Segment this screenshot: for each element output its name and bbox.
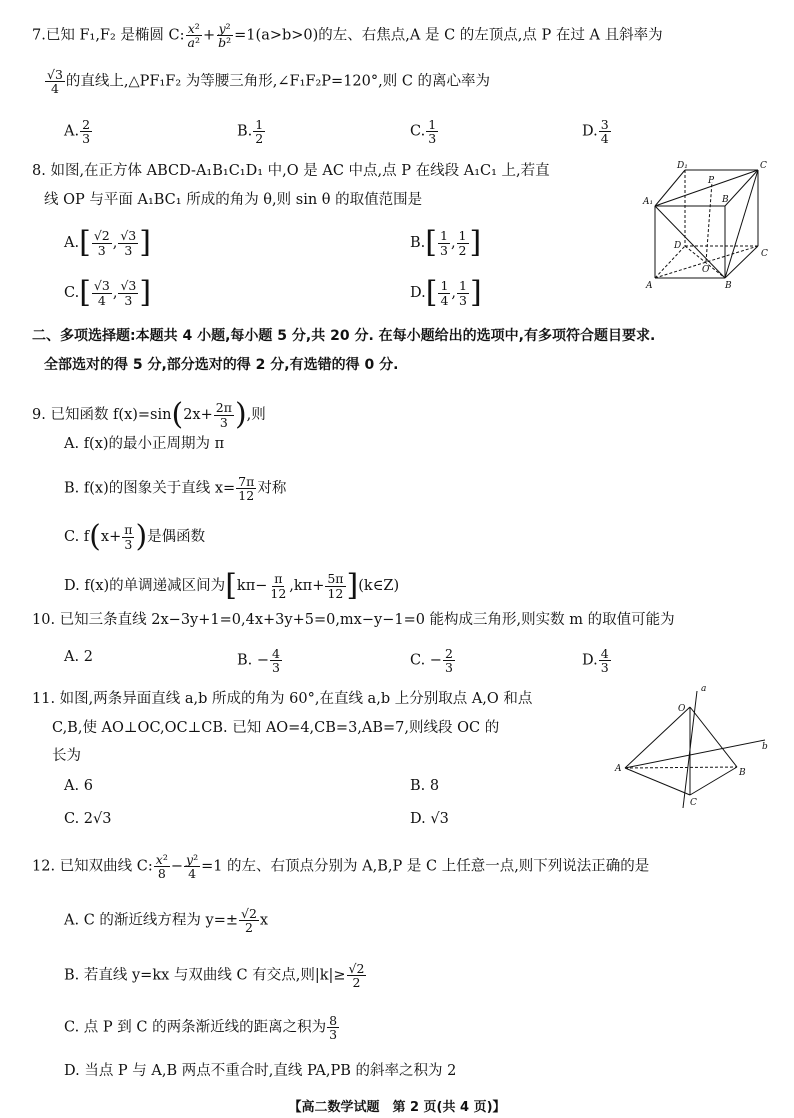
q9-option-d[interactable]: D. f(x)的单调递减区间为[kπ− $\frac{\pi}{12}$ ,kπ+ $\frac{5\pi}{12}$ ](k∈Z) <box>64 568 400 603</box>
q9-option-b[interactable]: B. f(x)的图象关于直线 x= $\frac{7\pi}{12}$ 对称 <box>64 474 287 504</box>
label-C: C <box>761 249 768 259</box>
label-b: b <box>762 742 768 752</box>
label-O: O <box>678 704 686 714</box>
ellipse-x-term: $\frac{\text{x²}}{\text{a²}}$ <box>187 21 200 51</box>
label-a: a <box>701 684 707 694</box>
label-B: B <box>739 768 746 778</box>
q8-stem-line1: 8. 如图,在正方体 ABCD-A₁B₁C₁D₁ 中,O 是 AC 中点,点 P 在线段 A₁C₁ 上,若直 <box>32 163 550 179</box>
q7-slope-fraction: $\frac{√3}{4}$ <box>47 67 63 97</box>
q7-option-d[interactable]: D. $\frac{3}{4}$ <box>582 117 609 147</box>
q7-option-c[interactable]: C. $\frac{1}{3}$ <box>410 117 437 147</box>
q9-option-c[interactable]: C. f(x+ $\frac{\pi}{3}$ )是偶函数 <box>64 519 206 554</box>
q7-option-b[interactable]: B. $\frac{1}{2}$ <box>237 117 264 147</box>
q8-stem-line2: 线 OP 与平面 A₁BC₁ 所成的角为 θ,则 sin θ 的取值范围是 <box>44 192 423 208</box>
q10-option-a[interactable]: A. 2 <box>64 649 93 665</box>
q9-option-a[interactable]: A. f(x)的最小正周期为 π <box>64 436 225 452</box>
q11-stem-line3: 长为 <box>52 748 81 764</box>
ellipse-y-term: $\frac{\text{y²}}{\text{b²}}$ <box>218 21 232 51</box>
section2-heading-line1: 二、多项选择题:本题共 4 小题,每小题 5 分,共 20 分. 在每小题给出的选项中,有多项符合题目要求. <box>32 328 656 344</box>
label-B1: B <box>722 195 729 205</box>
label-P: P <box>708 176 715 186</box>
q7-stem-line2: $\frac{√3}{4}$ 的直线上,△PF₁F₂ 为等腰三角形,∠F₁F₂P=120°,则 C 的离心率为 <box>47 67 491 97</box>
q8-option-a[interactable]: A.[ $\frac{√2}{3}$ , $\frac{√3}{3}$ ] <box>64 225 151 260</box>
label-C1: C <box>760 161 767 171</box>
q11-stem-line2: C,B,使 AO⊥OC,OC⊥CB. 已知 AO=4,CB=3,AB=7,则线段 OC 的 <box>52 720 500 736</box>
q9-stem: 9. 已知函数 f(x)=sin(2x+ $\frac{2\pi}{3}$ ),则 <box>32 397 266 432</box>
q10-option-c[interactable]: C. − $\frac{2}{3}$ <box>410 646 453 676</box>
q8-option-b[interactable]: B.[ $\frac{1}{3}$ , $\frac{1}{2}$ ] <box>410 225 482 260</box>
q12-option-b[interactable]: B. 若直线 y=kx 与双曲线 C 有交点,则|k|≥ $\frac{√2}{2}$ <box>64 961 365 991</box>
label-B: B <box>725 281 732 291</box>
q7-option-a[interactable]: A. $\frac{2}{3}$ <box>64 117 91 147</box>
q11-option-d[interactable]: D. √3 <box>410 811 449 827</box>
q12-option-c[interactable]: C. 点 P 到 C 的两条渐近线的距离之积为 $\frac{8}{3}$ <box>64 1013 338 1043</box>
label-A: A <box>646 281 653 291</box>
q8-option-d[interactable]: D.[ $\frac{1}{4}$ , $\frac{1}{3}$ ] <box>410 275 482 310</box>
q12-option-a[interactable]: A. C 的渐近线方程为 y=± $\frac{√2}{2}$ x <box>64 906 269 936</box>
label-C: C <box>690 798 697 808</box>
label-O: O <box>702 265 710 275</box>
page-footer: 【高二数学试题 第 2 页(共 4 页)】 <box>288 1100 506 1115</box>
q12-option-d[interactable]: D. 当点 P 与 A,B 两点不重合时,直线 PA,PB 的斜率之积为 2 <box>64 1063 457 1079</box>
q11-option-a[interactable]: A. 6 <box>64 778 93 794</box>
q12-stem: 12. 已知双曲线 C: $\frac{\text{x²}}{8}$ − $\frac{\text{y²}}{4}$ =1 的左、右顶点分别为 A,B,P 是 C 上任意一点,则下列说法正确的是 <box>32 852 650 882</box>
skew-lines-figure <box>605 683 775 817</box>
q10-option-b[interactable]: B. − $\frac{4}{3}$ <box>237 646 280 676</box>
cube-figure <box>640 160 780 294</box>
label-D1: D₁ <box>677 161 688 171</box>
q10-stem: 10. 已知三条直线 2x−3y+1=0,4x+3y+5=0,mx−y−1=0 能构成三角形,则实数 m 的取值可能为 <box>32 612 675 628</box>
q11-stem-line1: 11. 如图,两条异面直线 a,b 所成的角为 60°,在直线 a,b 上分别取点 A,O 和点 <box>32 691 533 707</box>
q8-option-c[interactable]: C.[ $\frac{√3}{4}$ , $\frac{√3}{3}$ ] <box>64 275 152 310</box>
section2-heading-line2: 全部选对的得 5 分,部分选对的得 2 分,有选错的得 0 分. <box>44 357 399 373</box>
label-A: A <box>615 764 622 774</box>
q11-option-b[interactable]: B. 8 <box>410 778 440 794</box>
q7-stem-line1: 7.已知 F₁,F₂ 是椭圆 C: $\frac{\text{x²}}{\text{a²}}$ + $\frac{\text{y²}}{\text{b²}}$ =1(a>b>0)的左、右焦点,A 是 C 的左顶点,点 P 在过 A 且斜率为 <box>32 21 663 51</box>
q11-option-c[interactable]: C. 2√3 <box>64 811 112 827</box>
label-D: D <box>674 241 682 251</box>
label-A1: A₁ <box>643 197 654 207</box>
q10-option-d[interactable]: D. $\frac{4}{3}$ <box>582 646 609 676</box>
